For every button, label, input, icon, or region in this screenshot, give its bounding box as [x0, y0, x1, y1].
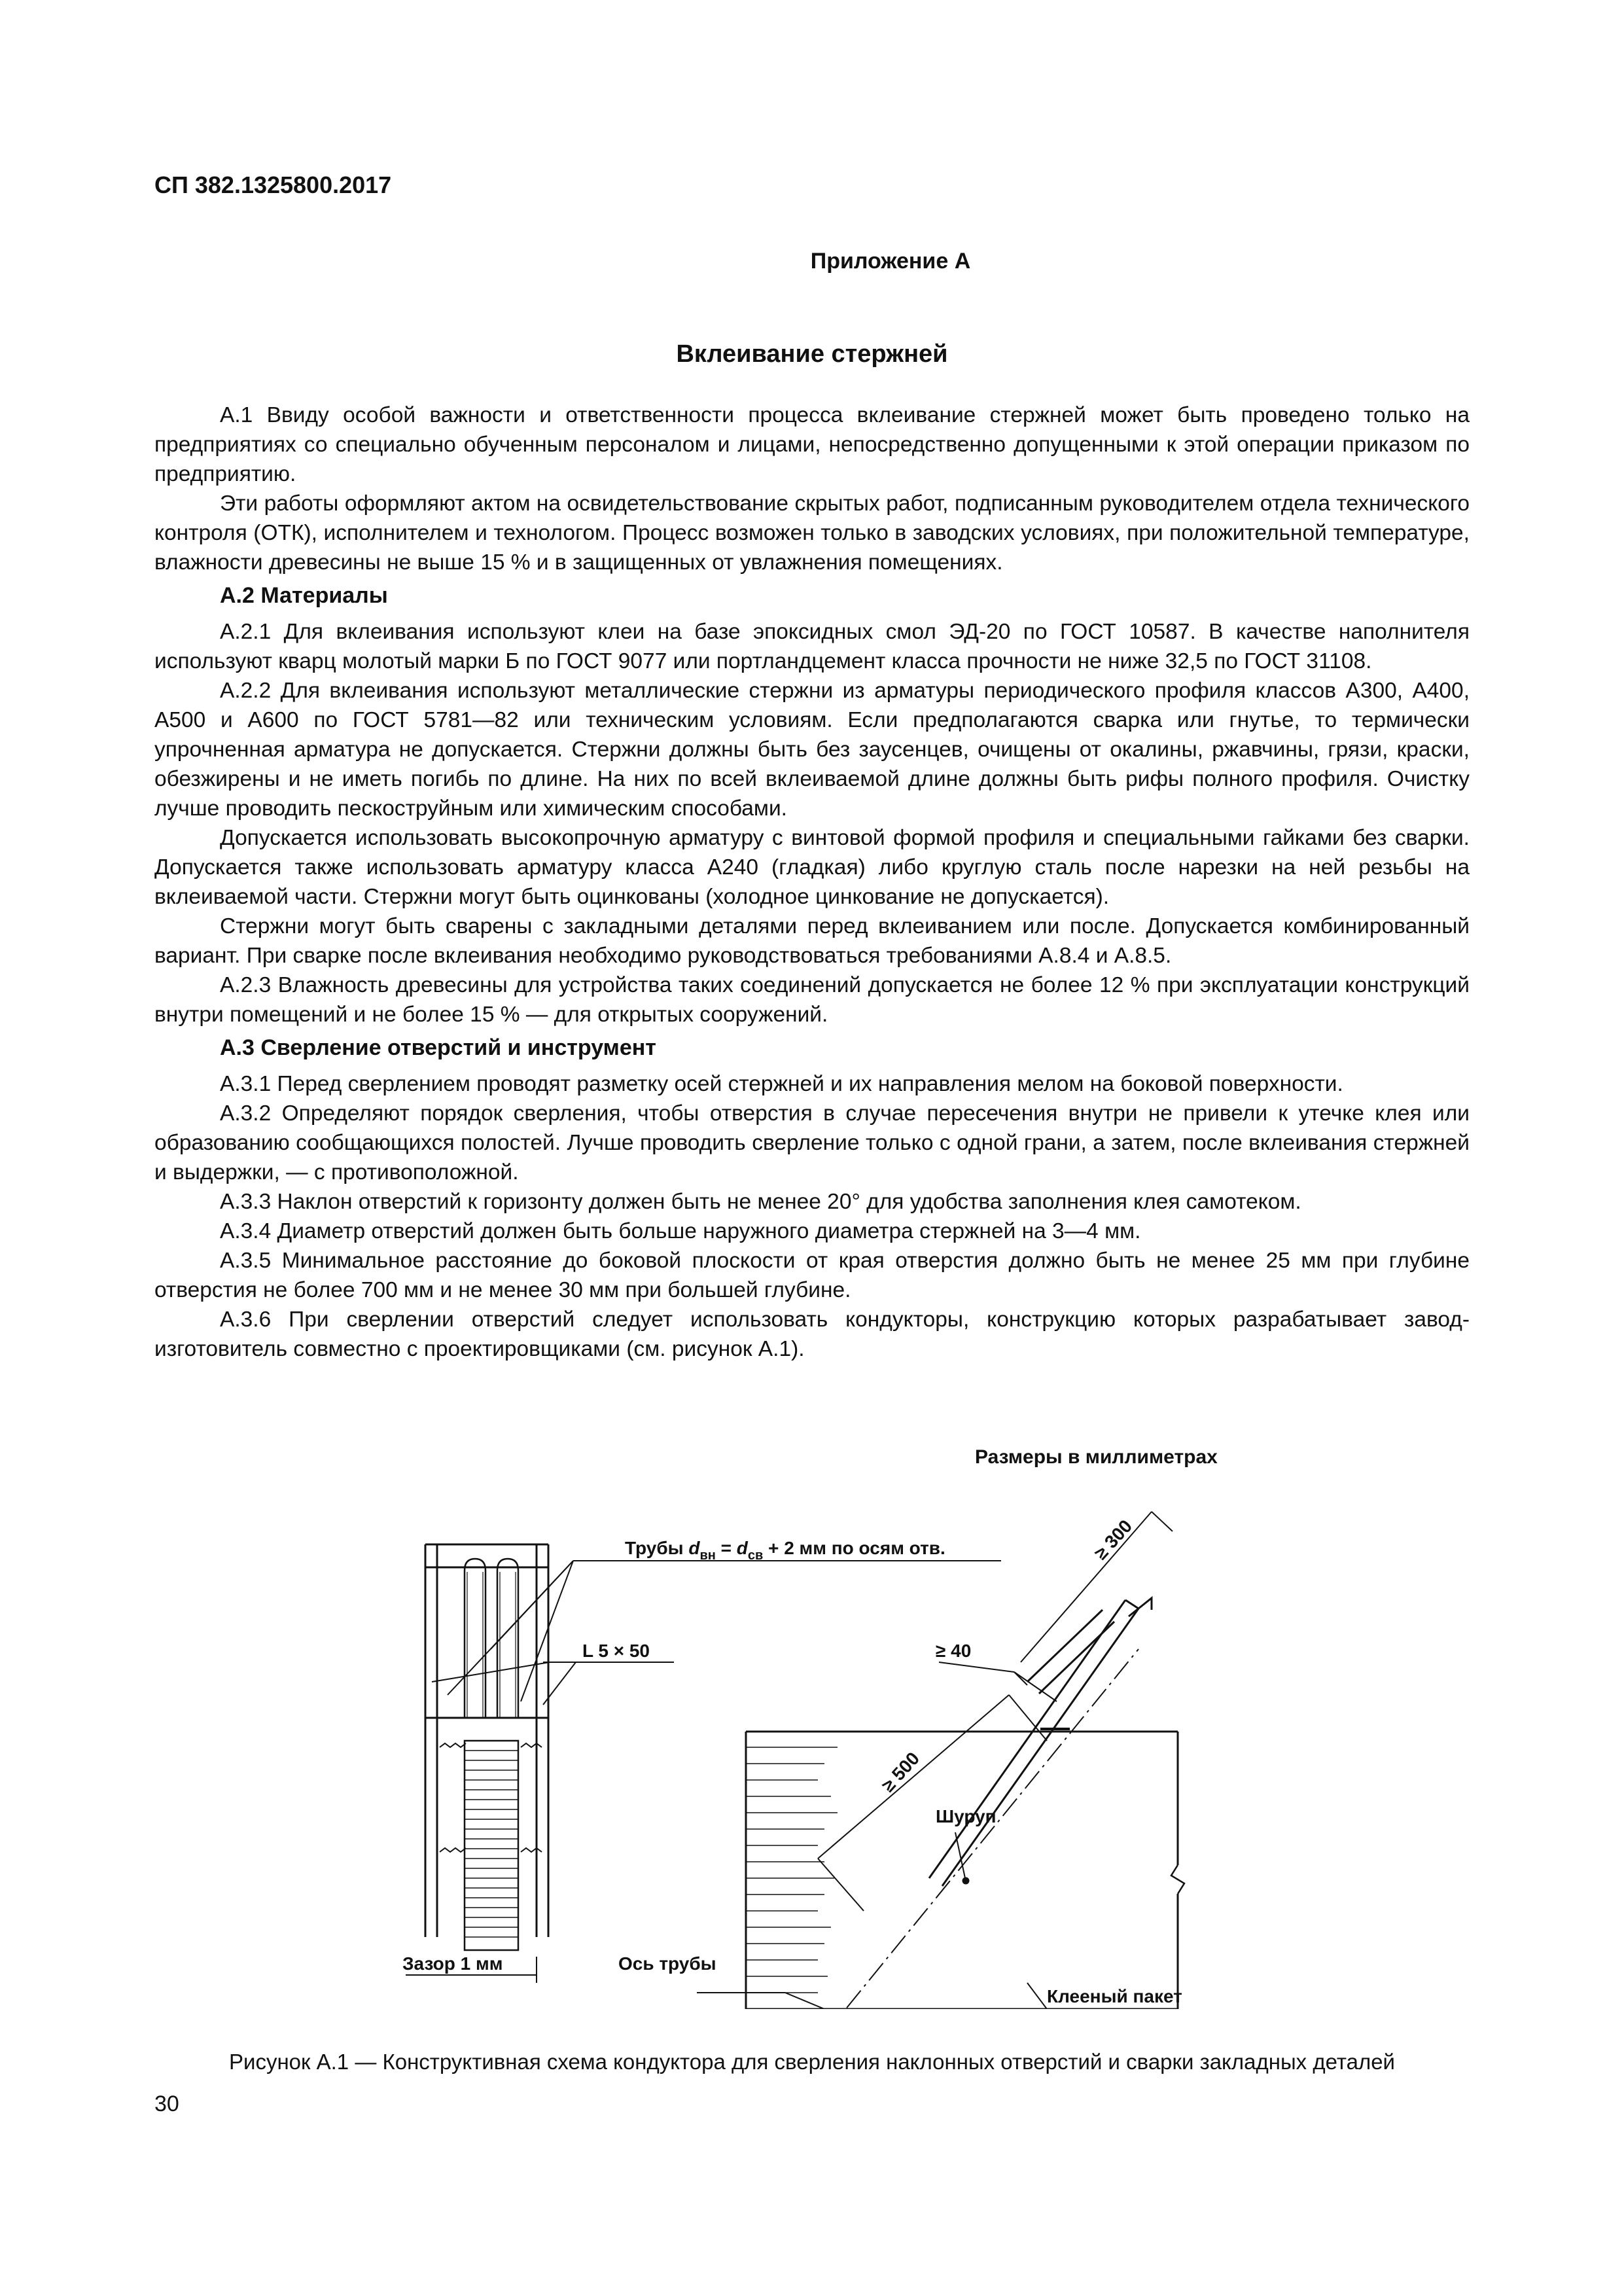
- paragraph-a32: А.3.2 Определяют порядок сверления, чтобы отверстия в случае пересечения внутри не привели к утечке клея или образованию сообщающихся полостей. Лучше проводить сверление только с одной грани, а затем, после вклеивания стержней и выдержки, — с противоположной.: [154, 1101, 1470, 1184]
- figure-a1: [366, 1486, 1250, 2009]
- heading-a3: А.3 Сверление отверстий и инструмент: [220, 1035, 656, 1060]
- label-pipes-d2: d: [736, 1538, 748, 1558]
- paragraph-a22: А.2.2 Для вклеивания используют металлические стержни из арматуры периодического профиля классов А300, А400, А500 и А600 по ГОСТ 5781—82 или техническим условиям. Если предполагаются сварка или гнутье, то термически упрочненная арматура не допускается. Стержни должны быть без заусенцев, очищены от окалины, ржавчины, грязи, краски, обезжирены и не иметь погибь по длине. На них по всей вклеиваемой длине должны быть рифы полного профиля. Очистку лучше проводить пескоструйным или химическим способами.: [154, 679, 1470, 821]
- label-screw: Шуруп: [936, 1806, 997, 1826]
- document-code: СП 382.1325800.2017: [154, 171, 392, 198]
- label-pipes-d1: d: [688, 1538, 700, 1558]
- appendix-label: Приложение А: [810, 249, 971, 274]
- paragraph-a22-highstrength: Допускается использовать высокопрочную арматуру с винтовой формой профиля и специальными гайками без сварки. Допускается также использовать арматуру класса А240 (гладкая) либо круглую сталь после нарезки на ней резьбы на вклеиваемой части. Стержни могут быть оцинкованы (холодное цинкование не допускается).: [154, 826, 1470, 909]
- paragraph-a36: А.3.6 При сверлении отверстий следует использовать кондукторы, конструкцию которых разрабатывает завод-изготовитель совместно с проектировщиками (см. рисунок А.1).: [154, 1308, 1470, 1361]
- dimension-500: ≥ 500: [877, 1748, 924, 1796]
- paragraph-a23: А.2.3 Влажность древесины для устройства таких соединений допускается не более 12 % при эксплуатации конструкций внутри помещений и не более 15 % — для открытых сооружений.: [154, 973, 1470, 1027]
- glued-package-section: [697, 1512, 1184, 2009]
- label-pipes: [625, 1538, 945, 1563]
- paragraph-a34: А.3.4 Диаметр отверстий должен быть больше наружного диаметра стержней на 3—4 мм.: [220, 1219, 1141, 1243]
- label-gap: Зазор 1 мм: [402, 1953, 503, 1974]
- label-angle-steel: L 5 × 50: [582, 1641, 650, 1661]
- paragraph-a1-acts: Эти работы оформляют актом на освидетельствование скрытых работ, подписанным руководителем отдела технического контроля (ОТК), исполнителем и технологом. Процесс возможен только в заводских условиях, при положительной температуре, влажности древесины не выше 15 % и в защищенных от увлажнения помещениях.: [154, 491, 1470, 575]
- paragraph-a1: А.1 Ввиду особой важности и ответственности процесса вклеивание стержней может быть проведено только на предприятиях со специально обученным персоналом и лицами, непосредственно допущенными к этой операции приказом по предприятию.: [154, 403, 1470, 486]
- dimensions-note: Размеры в миллиметрах: [975, 1446, 1218, 1468]
- figure-caption: Рисунок А.1 — Конструктивная схема кондуктора для сверления наклонных отверстий и сварки закладных деталей: [229, 2050, 1395, 2074]
- dimension-300: ≥ 300: [1090, 1516, 1137, 1564]
- label-pipes-sub1: вн: [699, 1548, 716, 1563]
- appendix-title: Вклеивание стержней: [676, 340, 948, 368]
- label-pipes-prefix: Трубы: [625, 1538, 689, 1558]
- body-text: [154, 400, 1470, 1364]
- jig-drawing: [366, 1486, 1250, 2009]
- page-number: 30: [154, 2091, 179, 2116]
- label-pipes-sub2: св: [747, 1548, 764, 1563]
- heading-a2: А.2 Материалы: [220, 583, 388, 608]
- label-glued-package: Клееный пакет: [1047, 1986, 1182, 2006]
- label-pipes-eq: =: [715, 1538, 737, 1558]
- paragraph-a33: А.3.3 Наклон отверстий к горизонту должен быть не менее 20° для удобства заполнения клея самотеком.: [220, 1190, 1301, 1214]
- dimension-40: ≥ 40: [936, 1641, 972, 1661]
- paragraph-a35: А.3.5 Минимальное расстояние до боковой плоскости от края отверстия должно быть не менее 25 мм при глубине отверстия не более 700 мм и не менее 30 мм при большей глубине.: [154, 1249, 1470, 1302]
- paragraph-a22-welding: Стержни могут быть сварены с закладными деталями перед вклеиванием или после. Допускается комбинированный вариант. При сварке после вклеивания необходимо руководствоваться требованиями А.8.4 и А.8.5.: [154, 914, 1470, 968]
- label-pipes-suffix: + 2 мм по осям отв.: [763, 1538, 945, 1558]
- label-pipe-axis: Ось трубы: [618, 1953, 716, 1974]
- paragraph-a31: А.3.1 Перед сверлением проводят разметку осей стержней и их направления мелом на боковой поверхности.: [220, 1072, 1343, 1096]
- paragraph-a21: А.2.1 Для вклеивания используют клеи на базе эпоксидных смол ЭД-20 по ГОСТ 10587. В качестве наполнителя используют кварц молотый марки Б по ГОСТ 9077 или портландцемент класса прочности не ниже 32,5 по ГОСТ 31108.: [154, 620, 1470, 673]
